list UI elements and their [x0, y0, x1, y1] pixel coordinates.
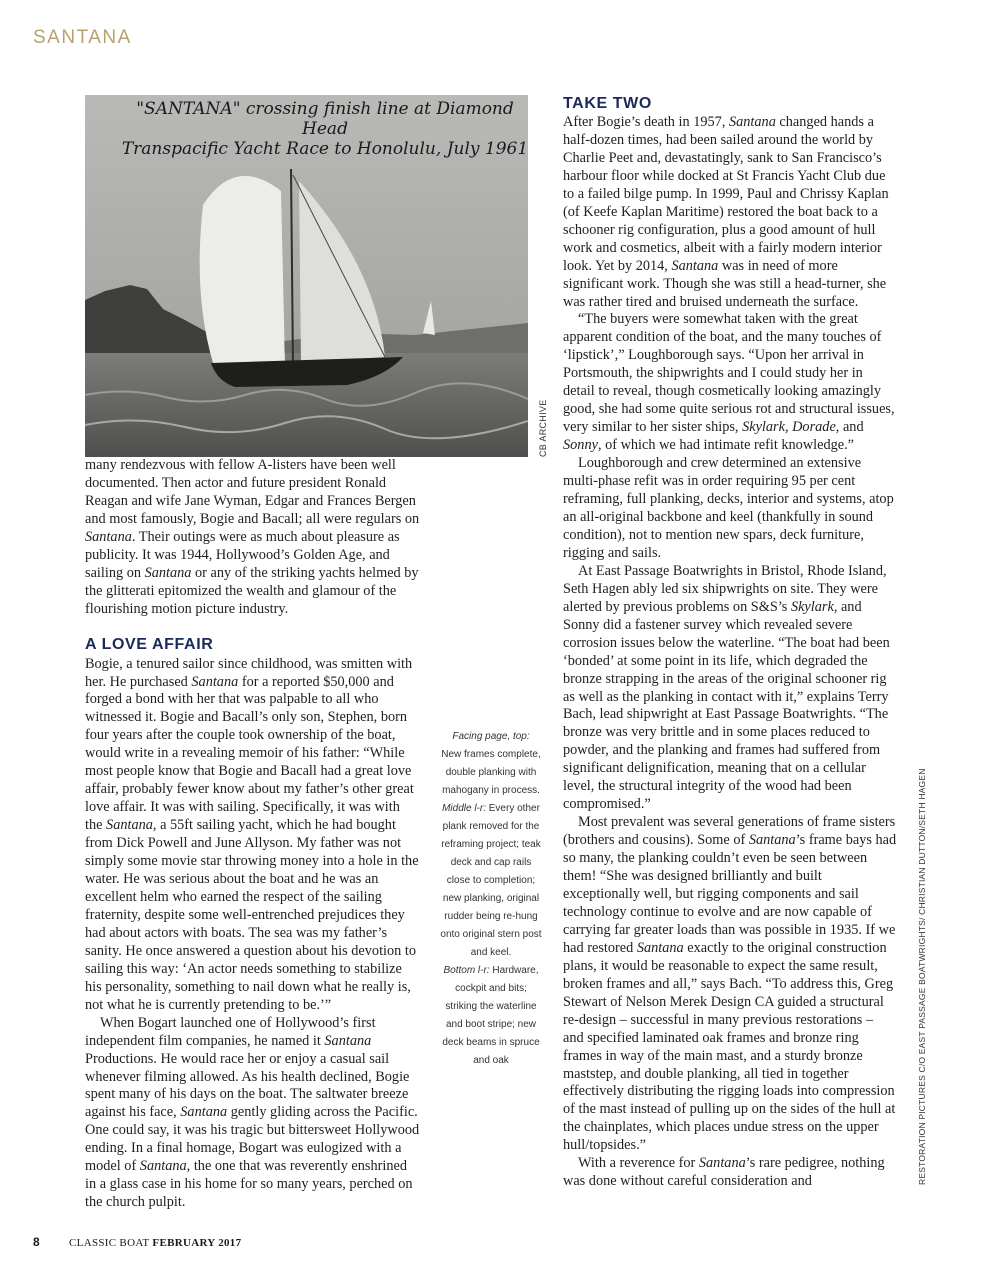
photo-caption-line1: "SANTANA" crossing finish line at Diamond Head	[136, 99, 514, 139]
left-paragraph-1	[85, 656, 420, 1015]
text-run: , and Sonny did a fastener survey which revealed severe corrosion issues below the waterline. “The boat had been ‘bonded’ at some point in its life, which degraded the bronze strapping in the areas of the original schooner rig as well as the planking in contact with it,” explains Terry Bach, lead shipwright at East Passage Boatwrights. “The bronze was very brittle and in some places reduced to powder, and the planking and frames had suffered from significant delignification, meaning that on a cellular level, the structural integrity of the wood had been compromised.”	[563, 598, 890, 813]
magazine-name: CLASSIC BOAT	[69, 1237, 150, 1249]
italic-run: Santana	[85, 528, 132, 545]
text-run: changed hands a half-dozen times, had been sailed around the world by Charlie Peet and, devastatingly, sank to San Francisco’s harbour floor while docked at St Francis Yacht Club due to a failed bilge pump. In 1999, Paul and Chrissy Kaplan (of Keefe Kaplan Maritime) restored the boat back to a schooner rig configuration, plus a good amount of hull work and cosmetics, albeit with a fairly modern interior look. Yet by 2014,	[563, 114, 889, 274]
right-paragraph-4	[563, 563, 897, 814]
caption-label-bottom: Bottom l-r:	[443, 965, 490, 976]
right-paragraph-3	[563, 455, 897, 563]
italic-run: Santana	[636, 939, 684, 956]
text-run: , of which we had intimate refit knowledge.”	[597, 437, 855, 454]
italic-run: Santana	[728, 114, 776, 130]
text-run: gently gliding across the Pacific. One could say, it was his tragic but bittersweet Hollywood ending. In a final homage, Bogart was eulogized with a model of	[85, 1104, 420, 1175]
text-run: exactly to the original construction plans, it would be reasonable to expect the same result, broken frames and all,” says Bach. “To address this, Greg Stewart of Nelson Merek Design CA guided a structural re-design – successful in many previous restorations – and specified laminated oak frames and bronze ring frames in way of the main mast, and a sturdy bronze maststep, and double planking, all tied in together effectively distributing the rigging loads into compression of the mast instead of pulling up on the sides of the hull at the chainplates, which places undue stress on the upper hull/topsides.”	[563, 939, 896, 1154]
text-run: , the one that was reverently enshrined in a glass case in his home for so many years, perched on the church pulpit.	[85, 1158, 413, 1211]
text-run: was in need of more significant work. Though she was still a head-turner, she was rather tired and bruised underneath the surface.	[563, 257, 887, 310]
italic-run: Skylark	[790, 598, 834, 615]
caption-label-middle: Middle l-r:	[442, 803, 486, 814]
caption-text-middle: Every other plank removed for the reframing project; teak deck and cap rails close to completion; new planking, original rudder being re-hung onto original stern post and keel.	[440, 803, 542, 958]
text-run: With a reverence for	[578, 1155, 699, 1172]
text-run: many rendezvous with fellow A-listers have been well documented. Then actor and future president Ronald Reagan and wife Jane Wyman, Edgar and Frances Bergen and most famously, Bogie and Bacall; all were regulars on	[85, 457, 420, 527]
text-run: ’s frame bays had so many, the planking couldn’t even be seen between them! “She was designed brilliantly and built exceptionally well, but rigging components and sail technology continue to evolve and are now capable of carrying far greater loads than was possible in 1935. If we had restored	[563, 832, 897, 956]
text-run: Most prevalent was several generations of frame sisters (brothers and cousins). Some of	[563, 814, 896, 849]
text-run: Bogie, a tenured sailor since childhood, was smitten with her. He purchased	[85, 655, 413, 690]
italic-run: Santana	[324, 1032, 372, 1049]
text-run: , and	[835, 419, 864, 436]
page-footer	[33, 1235, 241, 1249]
text-run: Productions. He would race her or enjoy a casual sail whenever filming allowed. As his health declined, Bogie spent many of his days on the boat. The saltwater breeze against his face,	[85, 1050, 410, 1121]
italic-run: Skylark, Dorade	[742, 419, 836, 436]
restoration-photo-credit: RESTORATION PICTURES C/O EAST PASSAGE BOATWRIGHTS/ CHRISTIAN DUTTON/SETH HAGEN	[917, 768, 927, 1185]
caption-label-top: Facing page, top:	[452, 731, 530, 742]
italic-run: Santana	[180, 1104, 228, 1121]
text-run: ’s rare pedigree, nothing was done without careful consideration and	[563, 1155, 885, 1190]
caption-text-top: New frames complete, double planking with mahogany in process.	[441, 749, 541, 796]
text-run: , a 55ft sailing yacht, which he had bought from Dick Powell and June Allyson. My father was not simply some movie star throwing money into a hole in the water. He was serious about the boat and he was an excellent helm who earned the respect of the sailing fraternity, despite some well-entrenched prejudices they had about actors with boats. The sea was my father’s sanity. He once answered a question about his devotion to sailing this way: ‘An actor needs something to stabilize his personality, something to nail down what he really is, not what he is currently pretending to be.’”	[85, 817, 419, 1013]
text-run: for a reported $50,000 and forged a bond with her that was palpable to all who witnessed it. Bogie and Bacall’s only son, Stephen, born four years after the couple took ownership of the boat, would write in a revealing memoir of his father: “While most people know that Bogie and Bacall had a great love affair, probably fewer know about my father’s other great love affair. It was with sailing. Specifically, it was with the	[85, 673, 414, 834]
left-intro-paragraph	[85, 457, 420, 619]
right-paragraph-2	[563, 311, 897, 455]
text-run: “The buyers were somewhat taken with the great apparent condition of the boat, and the many touches of ‘lipstick’,” Loughborough says. “Upon her arrival in Portsmouth, the shipwrights and I could study her in detail to reveal, though cosmetically looking amazingly good, she had some quite serious rot and structural issues, very similar to her sister ships,	[563, 311, 895, 436]
heading-take-two: TAKE TWO	[563, 95, 652, 112]
photo-caption-line2: Transpacific Yacht Race to Honolulu, July 1961	[121, 139, 528, 159]
italic-run: Santana	[671, 257, 719, 274]
italic-run: Santana	[144, 564, 192, 581]
right-paragraph-6	[563, 1155, 897, 1191]
santana-archive-photo	[85, 95, 528, 457]
right-paragraph-1	[563, 114, 897, 311]
caption-text-bottom: Hardware, cockpit and bits; striking the waterline and boot stripe; new deck beams in spruce and oak	[442, 965, 540, 1066]
italic-run: Santana	[139, 1158, 187, 1175]
right-column	[563, 94, 897, 1191]
right-paragraph-5	[563, 814, 897, 1155]
section-tag: SANTANA	[33, 27, 132, 48]
issue-date: FEBRUARY 2017	[152, 1237, 242, 1249]
text-run: Loughborough and crew determined an extensive multi-phase refit was in order requiring 95 per cent reframing, full planking, decks, interior and systems, atop an all-original backbone and keel (thankfully in sound condition), not to mention new spars, deck furniture, rigging and sails.	[563, 455, 894, 561]
italic-run: Sonny	[563, 437, 598, 454]
text-run: . Their outings were as much about pleasure as publicity. It was 1944, Hollywood’s Golden Age, and sailing on	[85, 528, 400, 581]
text-run: After Bogie’s death in 1957,	[563, 114, 729, 130]
photo-sidebar-caption	[440, 728, 542, 1070]
text-run: or any of the striking yachts helmed by the glitterati epitomized the wealth and glamour of the flourishing motion picture industry.	[85, 564, 419, 617]
heading-a-love-affair: A LOVE AFFAIR	[85, 635, 214, 653]
italic-run: Santana	[698, 1155, 746, 1172]
page-number: 8	[33, 1235, 40, 1249]
text-run: At East Passage Boatwrights in Bristol, Rhode Island, Seth Hagen ably led six shipwrights on site. They were alerted by previous problems on S&S’s	[563, 562, 887, 615]
italic-run: Santana	[748, 832, 796, 849]
left-paragraph-2	[85, 1015, 420, 1212]
left-column	[85, 457, 420, 1212]
italic-run: Santana	[106, 817, 153, 834]
text-run: When Bogart launched one of Hollywood’s first independent film companies, he named it	[85, 1014, 376, 1049]
italic-run: Santana	[191, 673, 239, 690]
photo-handwritten-caption	[115, 99, 528, 159]
photo-credit: CB ARCHIVE	[538, 399, 548, 457]
